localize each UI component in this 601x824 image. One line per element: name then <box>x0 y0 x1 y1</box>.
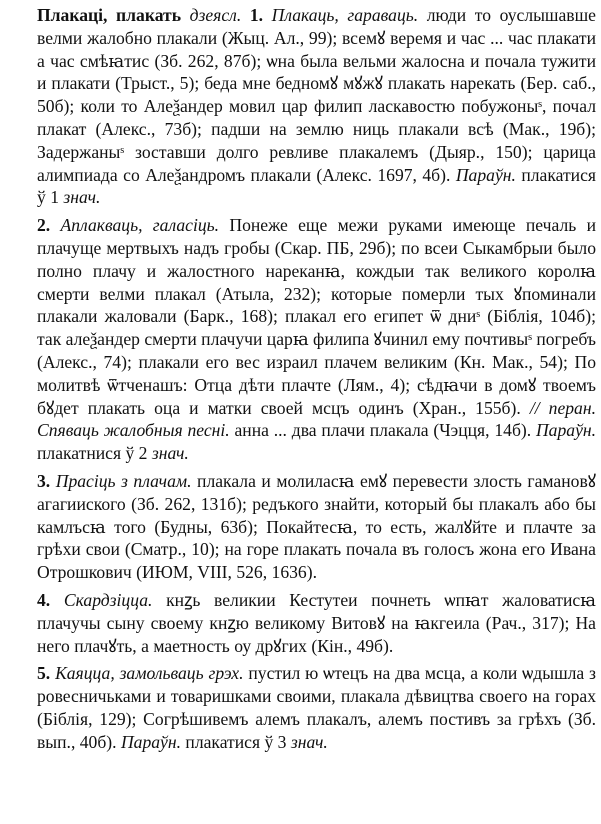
cross-reference-tail: знач. <box>151 443 189 464</box>
sense-4-paragraph <box>5 589 596 657</box>
sense-gloss: Прасіць з плачам. <box>55 470 192 491</box>
sense-number: 1. <box>249 5 264 25</box>
cross-reference-text: плакатися ў 1 <box>37 164 596 208</box>
sense-5-paragraph <box>5 662 596 753</box>
sense-2-paragraph <box>5 214 596 465</box>
sense-citations: плакала и молиласꙗ емꙋ перевести злость гамановꙋ агагииского (Зб. 262, 131б); редъкого знайти, который бы плакалъ або бы камлъсꙗ того (Будны, 63б); Покайтесꙗ, то есть, жалꙋйте и плачте за грѣхи свои (Сматр., 10); на горе плакать почала въ голосъ жона его Ивана Отрошкович (ИЮМ, VIII, 526, 1636). <box>37 470 597 583</box>
sense-citations: кнꙁь великии Кестутеи почнеть ѡпꙗт жаловатисꙗ плачучы сыну своему кнꙁю великому Витовꙋ на ꙗкгеила (Рач., 317); На него плачꙋть, а маетность оу дрꙋгих (Кін., 49б). <box>37 589 597 656</box>
cross-reference-label: Параўн. <box>455 164 516 185</box>
sense-number: 5. <box>37 663 51 684</box>
sense-citations: Понеже еще межи руками имеюще печаль и плачуще мертвыхъ надъ гробы (Скар. ПБ, 29б); по всеи Сыкамбрыи было полно плачу и жалостного нареканꙗ, кождыи так великого королꙗ смерти велми плакал (Атыла, 232); которые померли тых ꙋпоминали плакали жаловали (Барк., 168); плакал его египет ѿ дниˢ (Біблія, 104б); так алеѯандер смерти плачучи царꙗ филипа ꙋчинил ему почтивыˢ погребъ (Алекс., 74); плакали его вес израил плачем великим (Кн. Мак., 54); По молитвѣ ѿтченашъ: Отца дѣти плачте (Лям., 4); сѣдꙗчи в домꙋ твоемъ бꙋдет плакать оца и матки своей мсцъ одинъ (Хран., 155б). <box>37 215 596 418</box>
cross-reference-label: Параўн. <box>535 420 597 441</box>
figurative-citation: анна ... два плачи плакала (Чэцця, 14б). <box>234 420 532 441</box>
cross-reference-label: Параўн. <box>120 731 181 752</box>
part-of-speech: дзеясл. <box>189 5 242 25</box>
sense-gloss: Каяцца, замольваць грэх. <box>55 663 244 684</box>
sense-number: 4. <box>37 589 51 610</box>
figurative-label: // перан. <box>529 397 596 418</box>
sense-number: 3. <box>37 470 51 491</box>
cross-reference-text: плакатнися ў 2 <box>37 443 148 464</box>
sense-1-paragraph <box>5 4 596 209</box>
sense-citations: пустил ю ѡтецъ на два мсца, а коли ѡдышла з ровесничьками и товаришками своими, плакала дѣвицтва своего на горах (Біблія, 129); Согрѣшивемъ алемъ плакалъ, алемъ постивъ за грѣхъ (Зб. вып., 40б). <box>37 663 597 752</box>
sense-gloss: Скардзіцца. <box>63 589 153 610</box>
cross-reference-text: плакатися ў 3 <box>185 731 287 752</box>
sense-3-paragraph <box>5 470 596 584</box>
sense-number: 2. <box>37 215 51 236</box>
sense-gloss: Плакаць, гараваць. <box>271 5 419 25</box>
figurative-gloss: Спяваць жалобныя песні. <box>37 420 230 441</box>
sense-citations: люди то оуслышавше велми жалобно плакали (Жыц. Ал., 99); всемꙋ веремя и час ... час плакати а час смѣꙗтис (Зб. 262, 87б); ѡна была вельми жалосна и почала тужити и плакати (Трыст., 5); беда мне бедномꙋ мꙋжꙋ плакать нарекать (Бер. саб., 50б); коли то Алеѯандер мовил цар филип ласкавостю побужоныˢ, почал плакат (Алекс., 73б); падши на землю ниць плакали всѣ (Мак., 19б); Задержаныˢ зоставши долго ревливе плакалемъ (Дыяр., 150); царица алимпиада со Алеѯандромъ плакали (Алекс. 1697, 4б). <box>37 5 596 185</box>
cross-reference-tail: знач. <box>290 731 328 752</box>
cross-reference-tail: знач. <box>63 187 101 208</box>
headword: Плакаці, плакать <box>37 5 181 25</box>
sense-gloss: Аплакваць, галасіць. <box>60 215 220 236</box>
